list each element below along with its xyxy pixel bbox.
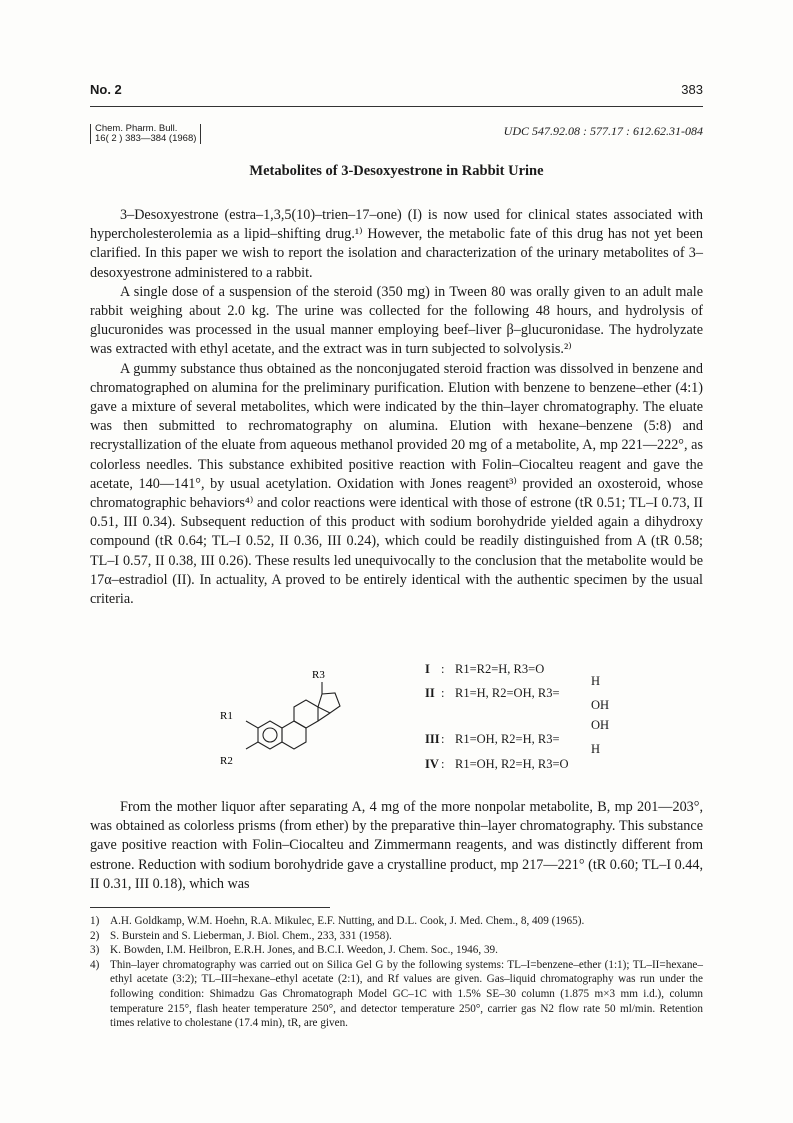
legend-row: III: R1=OH, R2=H, R3= [425,732,560,746]
footnote: 4) Thin–layer chromatography was carried out on Silica Gel G by the following systems: TL–I=benzene–ether (1:1); TL–II=hexane–ethyl acetate (3:2); TL–III=hexane–ethyl acetate (2:1), and Rf values are given. Gas–liquid chromatography was run under the following condition: Shimadzu Gas Chromatograph Model GC–1C with 1.5% SE–30 column (1.875 m×3 mm i.d.), column temperature 215°, flash heater temperature 250°, and detector temperature 250°, carrier gas N2 flow rate 50 ml/min. Retention times relative to cholestane (17.4 min), tR, are given. [90,958,703,1030]
journal-reference [90,124,201,144]
stereo-top-iii: OH [591,718,610,732]
r2-label: R2 [220,755,233,767]
footnote: 1) A.H. Goldkamp, W.M. Hoehn, R.A. Mikulec, E.F. Nutting, and D.L. Cook, J. Med. Chem., 8, 409 (1965). [90,915,585,927]
article-body-continued [90,798,703,894]
journal-ref-line1: Chem. Pharm. Bull. [95,123,178,134]
legend-row: II : R1=H, R2=OH, R3= [425,686,560,700]
paragraph: A gummy substance thus obtained as the nonconjugated steroid fraction was dissolved in benzene and chromatographed on alumina for the preliminary purification. Elution with benzene to benzene–ether (4:1) gave a mixture of several metabolites, which were indicated by the thin–layer chromatography. The eluate was then submitted to rechromatography on alumina. Elution with hexane–benzene (5:8) and recrystallization of the eluate from aqueous methanol provided 20 mg of a metabolite, A, mp 221—222°, as colorless needles. This substance exhibited positive reaction with Folin–Ciocalteu reagent and gave the acetate, 140—141°, by usual acetylation. Oxidation with Jones reagent³⁾ provided an oxosteroid, whose chromatographic behaviors⁴⁾ and color reactions were identical with those of estrone (tR 0.51; TL–I 0.73, II 0.51, III 0.34). Subsequent reduction of this product with sodium borohydride yielded again a dihydroxy compound (tR 0.64; TL–I 0.52, II 0.36, III 0.24), which could be readily distinguished from A (tR 0.58; TL–I 0.57, II 0.38, III 0.26). These results led unequivocally to the conclusion that the metabolite would be 17α–estradiol (II). In actuality, A proved to be entirely identical with the authentic specimen by the usual criteria. [90,360,703,608]
udc-classification: UDC 547.92.08 : 577.17 : 612.62.31-084 [503,124,703,138]
stereo-bottom-iii: H [591,742,601,756]
legend-row: IV : R1=OH, R2=H, R3=O [425,757,569,771]
footnote-rule [90,907,330,908]
article-title: Metabolites of 3-Desoxyestrone in Rabbit Urine [249,163,544,179]
footnote: 2) S. Burstein and S. Lieberman, J. Biol. Chem., 233, 331 (1958). [90,929,392,942]
legend-row: I : R1=R2=H, R3=O [425,662,545,676]
page-number: 383 [681,82,703,97]
r1-label: R1 [220,710,233,722]
paragraph: From the mother liquor after separating A, 4 mg of the more nonpolar metabolite, B, mp 201—203°, was obtained as colorless prisms (from ether) by the preparative thin–layer chromatography. This substance gave positive reaction with Folin–Ciocalteu and Zimmermann reagents, and was distinctly different from estrone. Reduction with sodium borohydride gave a crystalline product, mp 217—221° (tR 0.60; TL–I 0.44, II 0.31, III 0.18), which was [90,799,703,892]
article-body [90,206,703,609]
stereo-bottom-ii: OH [591,698,610,712]
steroid-structure-diagram [210,660,380,780]
stereo-top-ii: H [591,674,601,688]
page-header [90,82,703,102]
paragraph: 3–Desoxyestrone (estra–1,3,5(10)–trien–17–one) (I) is now used for clinical states associated with hypercholesterolemia as a lipid–shifting drug.¹⁾ However, the metabolic fate of this drug has not yet been clarified. In this paper we wish to report the isolation and characterization of the urinary metabolites of 3–desoxyestrone administered to a rabbit. [90,207,703,281]
footnotes [90,914,703,1031]
header-rule [90,106,703,107]
r3-label: R3 [312,669,325,681]
issue-number: No. 2 [90,82,122,97]
journal-ref-line2: 16( 2 ) 383—384 (1968) [95,133,197,144]
footnote: 3) K. Bowden, I.M. Heilbron, E.R.H. Jones, and B.C.I. Weedon, J. Chem. Soc., 1946, 39. [90,944,498,957]
paragraph: A single dose of a suspension of the steroid (350 mg) in Tween 80 was orally given to an adult male rabbit weighing about 2.0 kg. The urine was collected for the following 48 hours, and hydrolysis of glucuronides was processed in the usual manner employing beef–liver β–glucuronidase. The hydrolyzate was extracted with ethyl acetate, and the extract was in turn subjected to solvolysis.²⁾ [90,283,703,358]
